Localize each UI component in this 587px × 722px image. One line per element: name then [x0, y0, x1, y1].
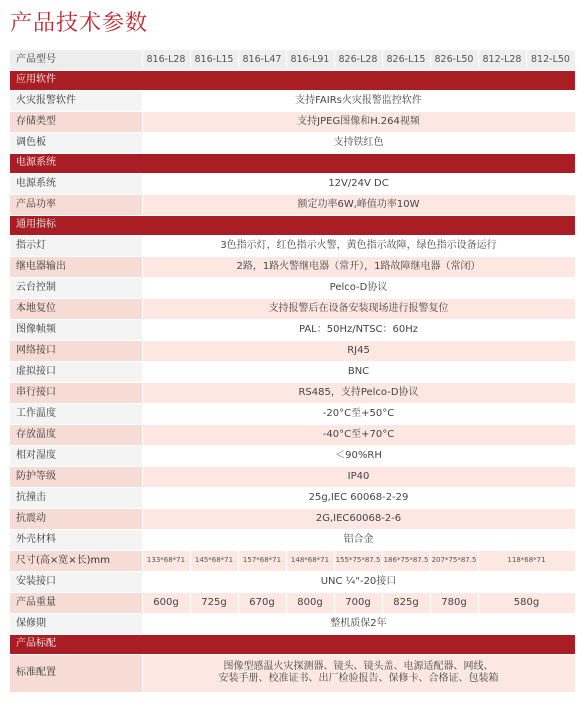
- spec-row: [10, 445, 575, 466]
- spec-table: [10, 50, 576, 693]
- spec-row: [10, 487, 575, 508]
- row-label: 相对湿度: [10, 445, 142, 466]
- dimension-cell: 118*68*71: [478, 550, 575, 571]
- spec-row: [10, 256, 575, 277]
- model-row: [10, 50, 575, 70]
- dimension-cell: 145*68*71: [190, 550, 238, 571]
- row-label: 串行接口: [10, 382, 142, 403]
- spec-row: [10, 298, 575, 319]
- row-value: Pelco-D协议: [142, 277, 575, 298]
- row-label: 继电器输出: [10, 256, 142, 277]
- spec-row: [10, 424, 575, 445]
- row-value: 12V/24V DC: [142, 173, 575, 194]
- row-label: 外壳材料: [10, 529, 142, 550]
- spec-row: [10, 194, 575, 215]
- row-value: [142, 654, 575, 692]
- dimension-cell: 155*75*87.5: [334, 550, 382, 571]
- weight-cell: 600g: [142, 592, 190, 613]
- row-value: ＜90%RH: [142, 445, 575, 466]
- page-title: 产品技术参数: [10, 11, 149, 36]
- row-label: 指示灯: [10, 235, 142, 256]
- model-cell: 816-L28: [142, 50, 190, 70]
- spec-row: [10, 90, 575, 111]
- weight-cell: 700g: [334, 592, 382, 613]
- row-value: 支持报警后在设备安装现场进行报警复位: [142, 298, 575, 319]
- row-value: 25g,IEC 60068-2-29: [142, 487, 575, 508]
- weight-cell: 780g: [430, 592, 478, 613]
- row-value: 额定功率6W,峰值功率10W: [142, 194, 575, 215]
- row-value: 2G,IEC60068-2-6: [142, 508, 575, 529]
- row-label: 图像帧频: [10, 319, 142, 340]
- section-software: 应用软件: [10, 70, 575, 90]
- row-value: -20°C至+50°C: [142, 403, 575, 424]
- spec-row: [10, 132, 575, 153]
- dimension-cell: 157*68*71: [238, 550, 286, 571]
- row-value: RS485，支持Pelco-D协议: [142, 382, 575, 403]
- spec-row: [10, 235, 575, 256]
- row-label: 产品重量: [10, 592, 142, 613]
- spec-row: [10, 277, 575, 298]
- section-header: [10, 70, 575, 90]
- config-line: 安装手册、校准证书、出厂检验报告、保修卡、合格证、包装箱: [218, 673, 499, 684]
- row-label: 安装接口: [10, 571, 142, 592]
- row-label: 存放温度: [10, 424, 142, 445]
- row-value: IP40: [142, 466, 575, 487]
- row-label: 标准配置: [10, 654, 142, 692]
- row-value: 支持JPEG图像和H.264视频: [142, 111, 575, 132]
- row-value: BNC: [142, 361, 575, 382]
- spec-row: [10, 361, 575, 382]
- row-value: PAL：50Hz/NTSC：60Hz: [142, 319, 575, 340]
- spec-row: [10, 173, 575, 194]
- row-label: 抗撞击: [10, 487, 142, 508]
- spec-row: [10, 466, 575, 487]
- weight-row: [10, 592, 575, 613]
- weight-cell: 725g: [190, 592, 238, 613]
- section-header: [10, 153, 575, 173]
- dimension-cell: 207*75*87.5: [430, 550, 478, 571]
- row-label: 本地复位: [10, 298, 142, 319]
- section-header: [10, 215, 575, 235]
- section-general: 通用指标: [10, 215, 575, 235]
- dimensions-row: [10, 550, 575, 571]
- model-label: 产品型号: [10, 50, 142, 70]
- dimension-cell: 148*68*71: [286, 550, 334, 571]
- row-value: 2路，1路火警继电器（常开），1路故障继电器（常闭）: [142, 256, 575, 277]
- dimension-cell: 186*75*87.5: [382, 550, 430, 571]
- spec-row: [10, 319, 575, 340]
- model-cell: 816-L15: [190, 50, 238, 70]
- row-value: UNC ¼"-20接口: [142, 571, 575, 592]
- row-label: 保修期: [10, 613, 142, 634]
- spec-row: [10, 654, 575, 692]
- config-line: 图像型感温火灾探测器、镜头、镜头盖、电源适配器、网线、: [223, 661, 494, 672]
- row-value: 整机质保2年: [142, 613, 575, 634]
- row-value: RJ45: [142, 340, 575, 361]
- row-label: 云台控制: [10, 277, 142, 298]
- row-label: 电源系统: [10, 173, 142, 194]
- spec-row: [10, 382, 575, 403]
- dimension-cell: 133*68*71: [142, 550, 190, 571]
- model-cell: 826-L28: [334, 50, 382, 70]
- row-label: 抗震动: [10, 508, 142, 529]
- model-cell: 826-L50: [430, 50, 478, 70]
- model-cell: 812-L28: [478, 50, 526, 70]
- row-label: 尺寸(高×宽×长)mm: [10, 550, 142, 571]
- spec-row: [10, 508, 575, 529]
- model-cell: 816-L47: [238, 50, 286, 70]
- spec-row: [10, 403, 575, 424]
- weight-cell: 670g: [238, 592, 286, 613]
- section-header: [10, 634, 575, 654]
- spec-row: [10, 613, 575, 634]
- row-label: 火灾报警软件: [10, 90, 142, 111]
- model-cell: 816-L91: [286, 50, 334, 70]
- row-label: 调色板: [10, 132, 142, 153]
- row-value: -40°C至+70°C: [142, 424, 575, 445]
- row-label: 存储类型: [10, 111, 142, 132]
- section-accessories: 产品标配: [10, 634, 575, 654]
- row-label: 虚拟接口: [10, 361, 142, 382]
- row-value: 支持FAIRs火灾报警监控软件: [142, 90, 575, 111]
- model-cell: 826-L15: [382, 50, 430, 70]
- spec-row: [10, 571, 575, 592]
- row-label: 产品功率: [10, 194, 142, 215]
- spec-row: [10, 529, 575, 550]
- row-label: 防护等级: [10, 466, 142, 487]
- row-value: 铝合金: [142, 529, 575, 550]
- row-label: 工作温度: [10, 403, 142, 424]
- row-value: 支持铁红色: [142, 132, 575, 153]
- model-cell: 812-L50: [526, 50, 575, 70]
- weight-cell: 825g: [382, 592, 430, 613]
- row-value: 3色指示灯，红色指示火警，黄色指示故障，绿色指示设备运行: [142, 235, 575, 256]
- weight-cell: 800g: [286, 592, 334, 613]
- weight-cell: 580g: [478, 592, 575, 613]
- spec-row: [10, 340, 575, 361]
- section-power: 电源系统: [10, 153, 575, 173]
- spec-row: [10, 111, 575, 132]
- row-label: 网络接口: [10, 340, 142, 361]
